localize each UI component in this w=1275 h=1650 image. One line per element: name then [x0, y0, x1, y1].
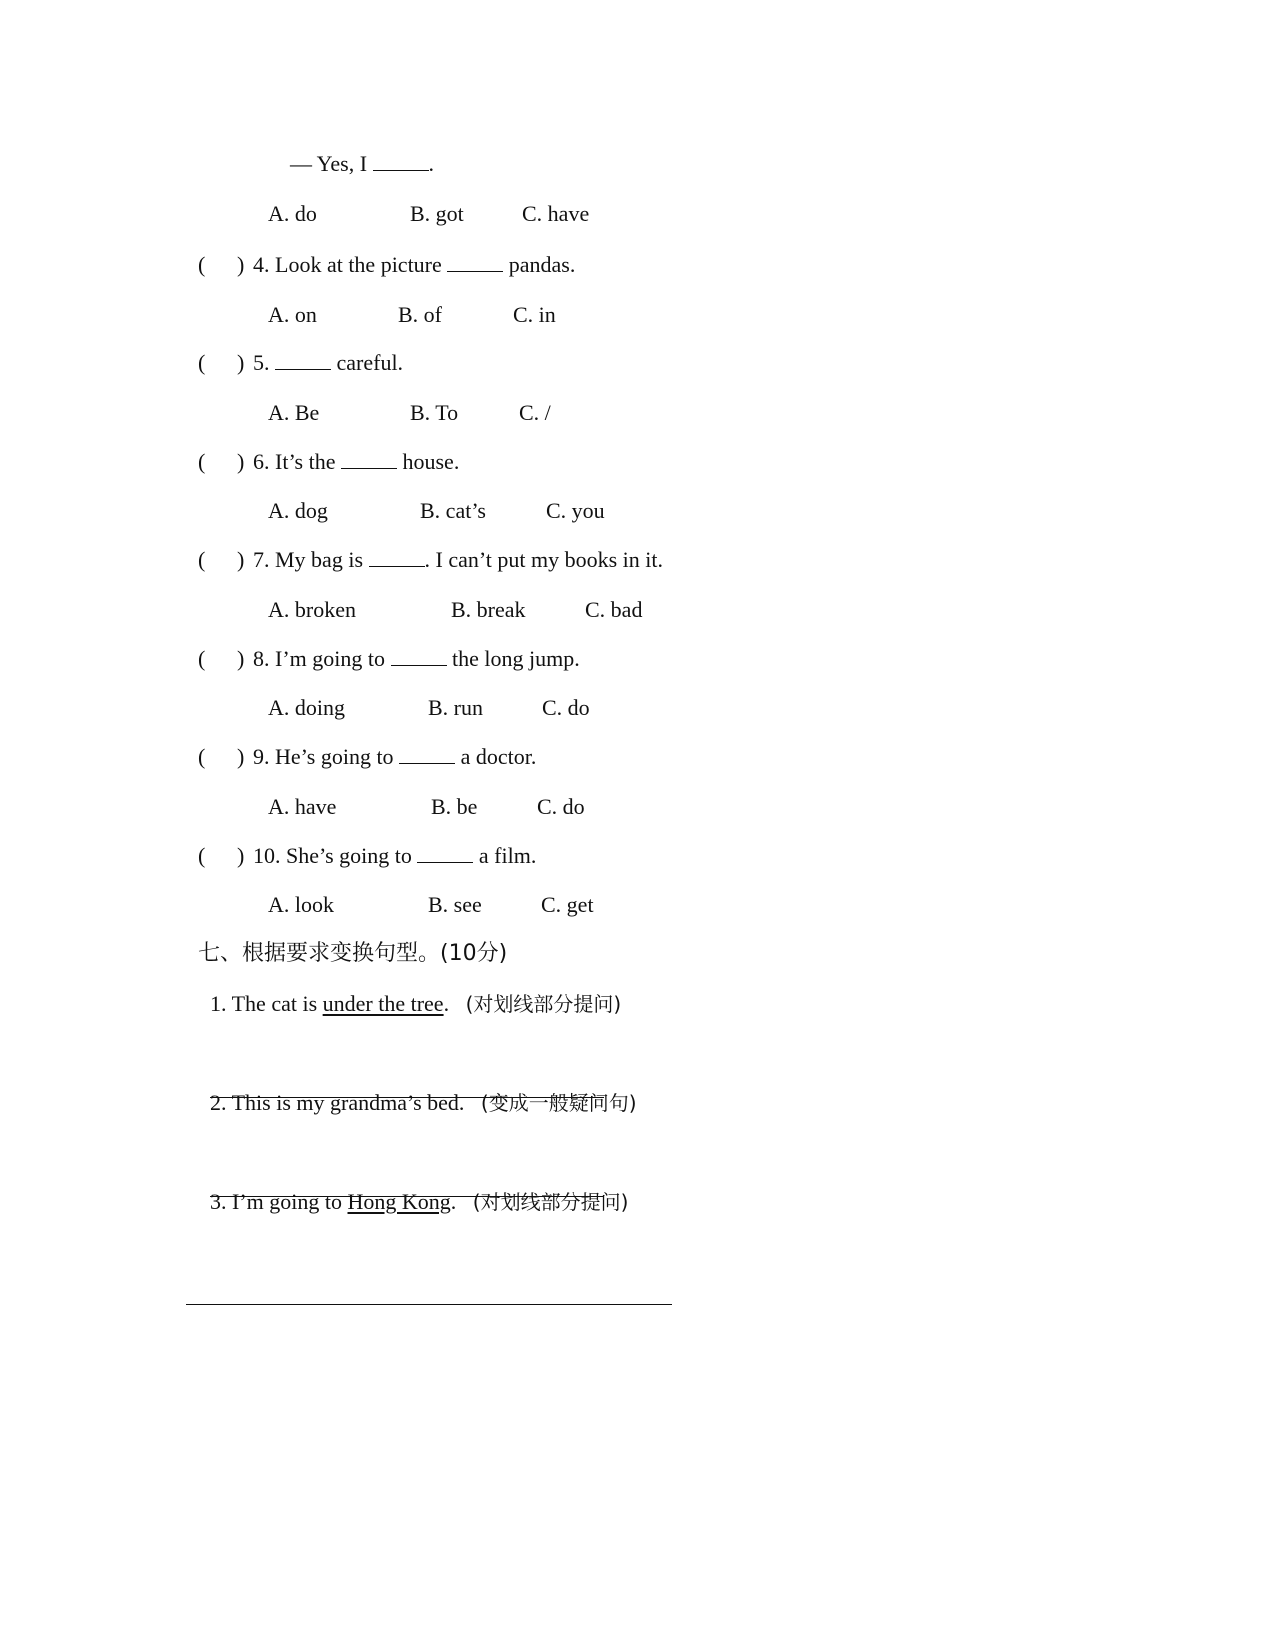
q6-option-c: C. you: [546, 498, 605, 523]
q4-option-b: B. of: [398, 302, 442, 327]
q8-paren-open: (: [198, 646, 206, 671]
q10-paren-close[interactable]: ): [237, 843, 245, 868]
q3-option-c: C. have: [522, 201, 590, 226]
q7-option-a: A. broken: [268, 597, 356, 622]
q3-reply: [290, 150, 434, 178]
q9-text: [253, 743, 536, 771]
q4-after: pandas.: [508, 252, 576, 277]
q7-after: . I can’t put my books in it.: [424, 547, 664, 572]
q4-option-c: C. in: [513, 302, 556, 327]
q7-before: My bag is: [275, 547, 363, 572]
q4-text: [253, 251, 575, 279]
s7-item-1: [210, 990, 621, 1018]
q8-option-b: B. run: [428, 695, 483, 720]
q8-before: I’m going to: [275, 646, 385, 671]
s7-item-2-instruction: (变成一般疑问句): [480, 1091, 637, 1115]
s7-item-3-text: I’m going to: [232, 1189, 342, 1214]
q9-before: He’s going to: [275, 744, 394, 769]
q9-paren-open: (: [198, 744, 206, 769]
q10-number: 10.: [253, 843, 281, 868]
q7-blank[interactable]: [369, 548, 425, 567]
s7-item-2-text: This is my grandma’s bed.: [231, 1090, 465, 1115]
s7-item-1-underlined: under the tree: [322, 991, 444, 1016]
q6-paren-close[interactable]: ): [237, 449, 245, 474]
q4-before: Look at the picture: [275, 252, 442, 277]
s7-item-1-instruction: (对划线部分提问): [465, 992, 622, 1016]
q5-option-a: A. Be: [268, 400, 320, 425]
q7-paren-close[interactable]: ): [237, 547, 245, 572]
q7-text: [253, 546, 663, 574]
q6-paren-open: (: [198, 449, 206, 474]
q5-option-c: C. /: [519, 400, 551, 425]
q9-number: 9.: [253, 744, 270, 769]
q5-after: careful.: [336, 350, 404, 375]
q8-after: the long jump.: [452, 646, 580, 671]
q6-option-b: B. cat’s: [420, 498, 486, 523]
q6-blank[interactable]: [341, 450, 397, 469]
q4-number: 4.: [253, 252, 270, 277]
q8-text: [253, 645, 580, 673]
q10-after: a film.: [478, 843, 537, 868]
q8-blank[interactable]: [391, 647, 447, 666]
q8-option-a: A. doing: [268, 695, 345, 720]
q9-option-b: B. be: [431, 794, 478, 819]
q8-paren-close[interactable]: ): [237, 646, 245, 671]
q6-number: 6.: [253, 449, 270, 474]
s7-item-1-text: The cat is: [231, 991, 318, 1016]
q5-option-b: B. To: [410, 400, 459, 425]
s7-item-3-text-after: .: [450, 1189, 457, 1214]
q4-paren-open: (: [198, 252, 206, 277]
q10-before: She’s going to: [286, 843, 412, 868]
q9-after: a doctor.: [460, 744, 537, 769]
q7-option-c: C. bad: [585, 597, 643, 622]
q3-reply-suffix: .: [428, 151, 435, 176]
q5-text: [253, 349, 403, 377]
q8-number: 8.: [253, 646, 270, 671]
q7-option-b: B. break: [451, 597, 526, 622]
q9-option-c: C. do: [537, 794, 585, 819]
q6-text: [253, 448, 459, 476]
q5-blank[interactable]: [275, 351, 331, 370]
q7-number: 7.: [253, 547, 270, 572]
section-7-heading: 七、根据要求变换句型。(10分): [198, 941, 508, 966]
q10-paren-open: (: [198, 843, 206, 868]
q10-text: [253, 842, 536, 870]
s7-item-2-number: 2.: [210, 1090, 227, 1115]
q3-reply-prefix: — Yes, I: [290, 151, 368, 176]
s7-answer-line-3[interactable]: [186, 1304, 672, 1305]
q7-paren-open: (: [198, 547, 206, 572]
s7-item-3-number: 3.: [210, 1189, 227, 1214]
q3-blank[interactable]: [373, 152, 429, 171]
s7-item-1-number: 1.: [210, 991, 227, 1016]
s7-item-3: [210, 1188, 628, 1216]
q3-option-a: A. do: [268, 201, 317, 226]
q6-option-a: A. dog: [268, 498, 328, 523]
q5-paren-open: (: [198, 350, 206, 375]
s7-item-3-instruction: (对划线部分提问): [472, 1190, 629, 1214]
q9-paren-close[interactable]: ): [237, 744, 245, 769]
q6-before: It’s the: [275, 449, 336, 474]
q9-blank[interactable]: [399, 745, 455, 764]
q5-number: 5.: [253, 350, 270, 375]
q4-option-a: A. on: [268, 302, 317, 327]
q4-blank[interactable]: [447, 253, 503, 272]
s7-item-3-underlined: Hong Kong: [347, 1189, 451, 1214]
q4-paren-close[interactable]: ): [237, 252, 245, 277]
s7-item-2: [210, 1089, 637, 1117]
q8-option-c: C. do: [542, 695, 590, 720]
q9-option-a: A. have: [268, 794, 337, 819]
q10-blank[interactable]: [417, 844, 473, 863]
q10-option-a: A. look: [268, 892, 334, 917]
q10-option-c: C. get: [541, 892, 594, 917]
q3-option-b: B. got: [410, 201, 464, 226]
q10-option-b: B. see: [428, 892, 482, 917]
q5-paren-close[interactable]: ): [237, 350, 245, 375]
q6-after: house.: [402, 449, 460, 474]
s7-item-1-text-after: .: [443, 991, 450, 1016]
